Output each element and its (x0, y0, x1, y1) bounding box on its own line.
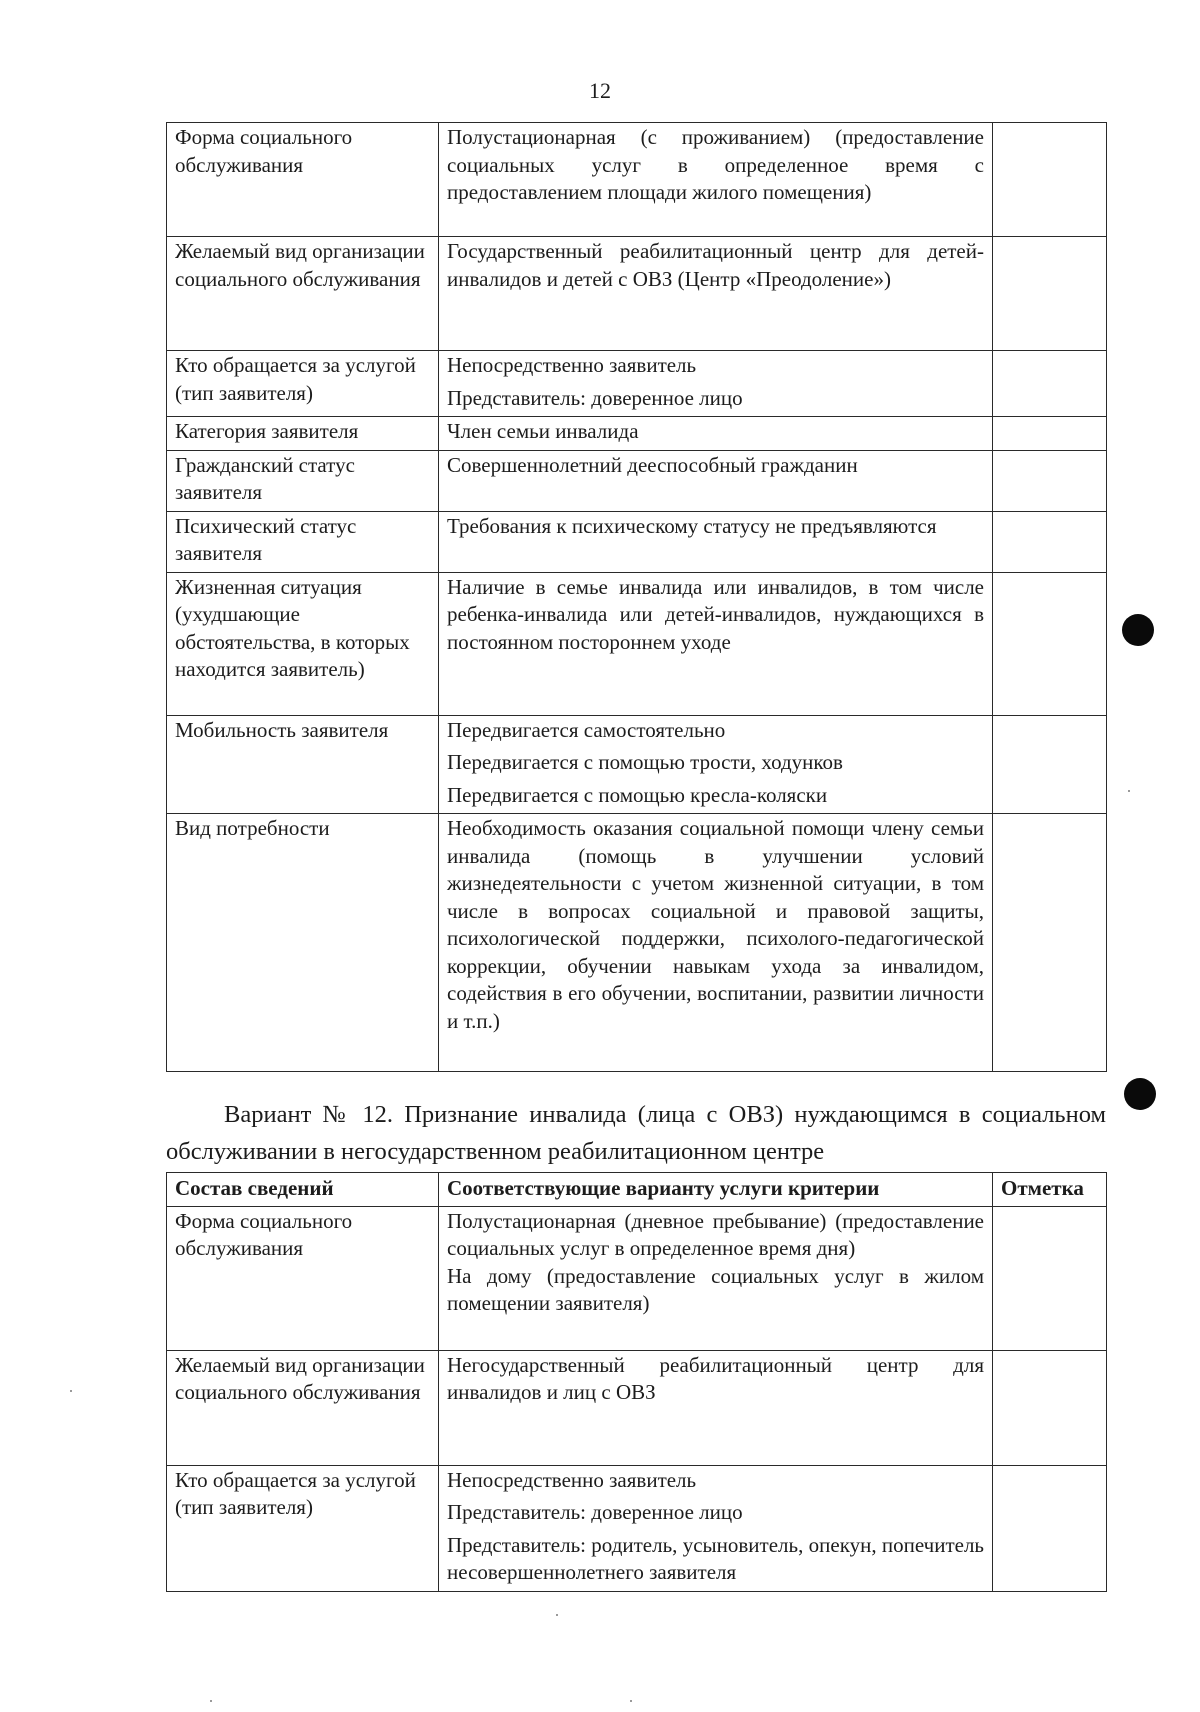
criterion-value (439, 1206, 993, 1350)
criterion-line: Совершеннолетний дееспособный гражданин (447, 452, 858, 477)
table-row (167, 351, 1107, 417)
criterion-line: Государственный реабилитационный центр для детей-инвалидов и детей с ОВЗ (Центр «Преодоление») (447, 239, 984, 291)
table-row (167, 511, 1107, 572)
scan-hole-mark (1122, 614, 1154, 646)
table-row (167, 814, 1107, 1072)
criterion-label: Форма социального обслуживания (167, 123, 439, 237)
criterion-value (439, 417, 993, 451)
criterion-label: Желаемый вид организации социального обслуживания (167, 237, 439, 351)
criterion-line: Представитель: доверенное лицо (447, 1500, 743, 1524)
criterion-line: Непосредственно заявитель (447, 1467, 697, 1492)
criterion-label: Кто обращается за услугой (тип заявителя) (167, 351, 439, 417)
column-header-info: Состав сведений (167, 1173, 439, 1207)
scan-speck (70, 1390, 72, 1392)
mark-cell (993, 814, 1107, 1072)
scan-hole-mark (1124, 1078, 1156, 1110)
criterion-label: Желаемый вид организации социального обслуживания (167, 1350, 439, 1465)
criterion-label: Жизненная ситуация (ухудшающие обстоятельства, в которых находится заявитель) (167, 572, 439, 715)
criterion-label: Мобильность заявителя (167, 715, 439, 814)
table-row (167, 1206, 1107, 1350)
criterion-line: Представитель: доверенное лицо (447, 385, 743, 410)
table-row (167, 237, 1107, 351)
criterion-label: Кто обращается за услугой (тип заявителя) (167, 1465, 439, 1591)
criterion-line: Полустационарная (с проживанием) (предоставление социальных услуг в определенное время с предоставлением площади жилого помещения) (447, 125, 984, 204)
scan-speck (630, 1700, 632, 1702)
mark-cell (993, 123, 1107, 237)
criterion-label: Психический статус заявителя (167, 511, 439, 572)
service-variant-table-continued (166, 122, 1107, 1072)
mark-cell (993, 450, 1107, 511)
table-row (167, 123, 1107, 237)
criterion-label: Гражданский статус заявителя (167, 450, 439, 511)
table-row (167, 572, 1107, 715)
mark-cell (993, 572, 1107, 715)
table-row (167, 1350, 1107, 1465)
criterion-line: Требования к психическому статусу не предъявляются (447, 513, 937, 538)
variant-12-criteria-table (166, 1172, 1107, 1592)
criterion-value (439, 814, 993, 1072)
mark-cell (993, 237, 1107, 351)
scan-speck (210, 1700, 212, 1702)
scan-speck (556, 1614, 558, 1616)
table-row (167, 450, 1107, 511)
mark-cell (993, 1465, 1107, 1591)
column-header-mark: Отметка (993, 1173, 1107, 1207)
criterion-line: Негосударственный реабилитационный центр для инвалидов и лиц с ОВЗ (447, 1352, 984, 1404)
table-row (167, 1465, 1107, 1591)
criterion-value (439, 715, 993, 814)
criterion-line: Непосредственно заявитель (447, 353, 697, 377)
criterion-line: Необходимость оказания социальной помощи члену семьи инвалида (помощь в улучшении условий жизнедеятельности с учетом жизненной ситуации, в том числе в вопросах социальной и правовой защиты, психологической поддержки, психолого-педагогической коррекции, обучении навыкам ухода за инвалидом, содействия в его обучении, воспитании, развитии личности и т.п.) (447, 816, 984, 1033)
criterion-value (439, 351, 993, 417)
mark-cell (993, 1350, 1107, 1465)
criterion-label: Категория заявителя (167, 417, 439, 451)
criterion-line: Передвигается с помощью трости, ходунков (447, 750, 843, 774)
table-row (167, 715, 1107, 814)
scan-speck (1128, 790, 1130, 792)
mark-cell (993, 417, 1107, 451)
table-row (167, 417, 1107, 451)
criterion-line: Член семьи инвалида (447, 419, 639, 443)
variant-heading: Вариант № 12. Признание инвалида (лица с ОВЗ) нуждающимся в социальном обслуживании в негосударственном реабилитационном центре (166, 1101, 1106, 1165)
mark-cell (993, 715, 1107, 814)
criterion-value (439, 572, 993, 715)
criterion-line: Представитель: родитель, усыновитель, опекун, попечитель несовершеннолетнего заявителя (447, 1532, 984, 1584)
criterion-value (439, 1350, 993, 1465)
criterion-label: Форма социального обслуживания (167, 1206, 439, 1350)
criterion-value (439, 511, 993, 572)
criterion-value (439, 1465, 993, 1591)
criterion-label: Вид потребности (167, 814, 439, 1072)
page-number: 12 (589, 78, 611, 103)
criterion-line: Полустационарная (дневное пребывание) (предоставление социальных услуг в определенное время дня) (447, 1208, 984, 1260)
mark-cell (993, 511, 1107, 572)
criterion-line: На дому (предоставление социальных услуг в жилом помещении заявителя) (447, 1263, 984, 1315)
column-header-criteria: Соответствующие варианту услуги критерии (439, 1173, 993, 1207)
criterion-line: Передвигается с помощью кресла-коляски (447, 782, 828, 807)
criterion-value (439, 450, 993, 511)
criterion-line: Передвигается самостоятельно (447, 717, 726, 742)
criterion-value (439, 123, 993, 237)
criterion-line: Наличие в семье инвалида или инвалидов, в том числе ребенка-инвалида или детей-инвалидов, нуждающихся в постоянном постороннем уходе (447, 574, 984, 654)
mark-cell (993, 1206, 1107, 1350)
table-header-row (167, 1173, 1107, 1207)
criterion-value (439, 237, 993, 351)
mark-cell (993, 351, 1107, 417)
